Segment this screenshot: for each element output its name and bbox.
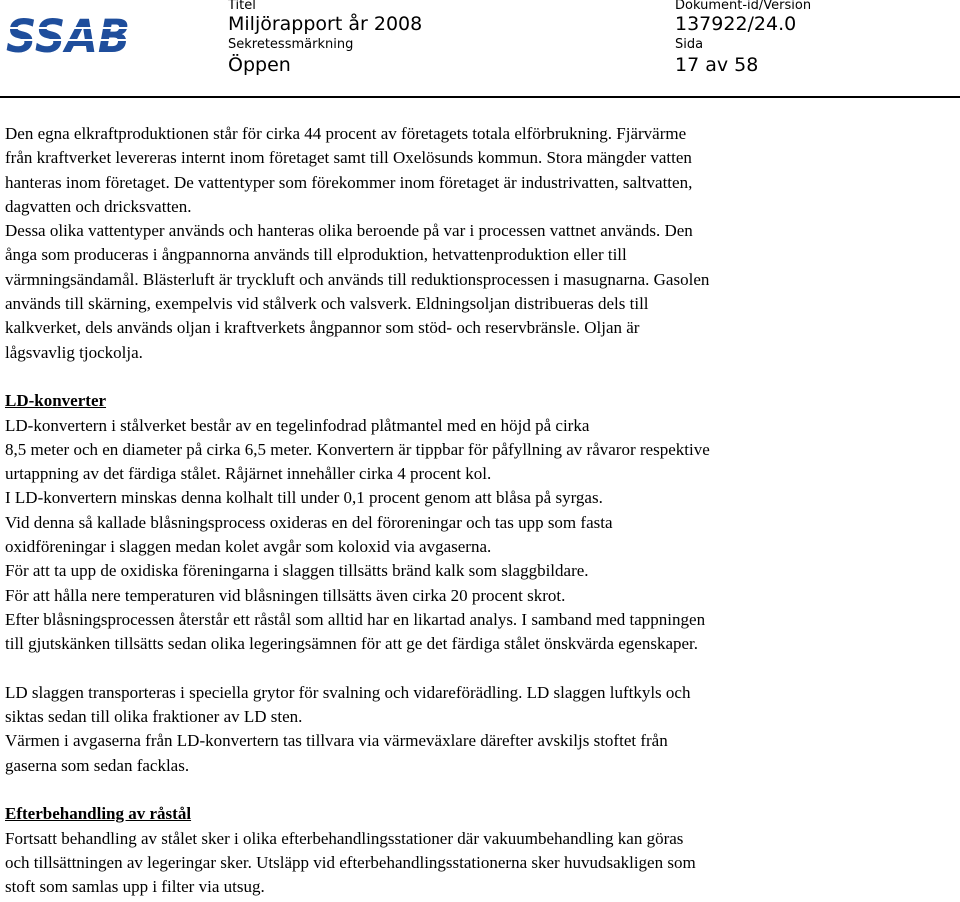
efterbehandling-paragraph [5,827,950,900]
text-line: från kraftverket levereras internt inom företaget samt till Oxelösunds kommun. Stora mängder vatten [5,148,692,168]
text-line: till gjutskänken tillsätts sedan olika legeringsämnen för att ge det färdiga stålet önskvärda egenskaper. [5,634,699,654]
text-line: Den egna elkraftproduktionen står för cirka 44 procent av företagets totala elförbrukning. Fjärvärme [5,124,687,143]
text-line: Dessa olika vattentyper används och hanteras olika beroende på var i processen vattnet används. Den [5,221,693,241]
spacer [5,365,950,389]
spacer [5,778,950,802]
text-line: För att ta upp de oxidiska föreningarna i slaggen tillsätts bränd kalk som slaggbildare. [5,561,589,581]
ld-slag-paragraph [5,681,950,778]
section-heading-ld-konverter: LD-konverter [5,391,107,411]
text-line: Fortsatt behandling av stålet sker i olika efterbehandlingsstationer där vakuumbehandling kan göras [5,828,684,848]
text-line: gaserna som sedan facklas. [5,755,190,775]
document-body [5,122,950,900]
docid-value: 137922/24.0 [675,13,797,35]
text-line: urtappning av det färdiga stålet. Råjärnet innehåller cirka 4 procent kol. [5,464,492,484]
text-line: oxidföreningar i slaggen medan kolet avgår som koloxid via avgaserna. [5,537,492,557]
text-line: kalkverket, dels används oljan i kraftverkets ångpannor som stöd- och reservbränsle. Oljan är [5,318,640,338]
svg-text:SSAB: SSAB [6,12,130,58]
classification-label: Sekretessmärkning [228,37,354,52]
text-line: hanteras inom företaget. De vattentyper som förekommer inom företaget är industrivatten, saltvatten, [5,172,693,192]
page-label: Sida [675,37,704,52]
intro-paragraph [5,122,950,365]
text-line: ånga som produceras i ångpannorna används till elproduktion, hetvattenproduktion eller till [5,245,627,265]
title-value: Miljörapport år 2008 [228,13,423,35]
text-line: I LD-konvertern minskas denna kolhalt till under 0,1 procent genom att blåsa på syrgas. [5,488,603,508]
page-number: 17 av 58 [675,54,759,76]
text-line: Efter blåsningsprocessen återstår ett råstål som alltid har en likartad analys. I samband med tappningen [5,609,706,629]
ssab-logo [6,12,132,58]
text-line: och tillsättningen av legeringar sker. Utsläpp vid efterbehandlingsstationerna sker huvudsakligen som [5,852,696,872]
spacer [5,657,950,681]
text-line: Vid denna så kallade blåsningsprocess oxideras en del föroreningar och tas upp som fasta [5,512,613,532]
classification-value: Öppen [228,54,291,76]
header-divider [0,96,960,98]
text-line: För att hålla nere temperaturen vid blåsningen tillsätts även cirka 20 procent skrot. [5,585,566,605]
docid-label: Dokument-id/Version [675,0,812,13]
text-line: värmningsändamål. Blästerluft är tryckluft och används till reduktionsprocessen i masugnarna. Gasolen [5,269,710,289]
text-line: lågsvavlig tjockolja. [5,342,143,362]
text-line: används till skärning, exempelvis vid stålverk och valsverk. Eldningsoljan distribueras dels till [5,294,649,314]
text-line: LD slaggen transporteras i speciella grytor för svalning och vidareförädling. LD slaggen luftkyls och [5,682,691,702]
text-line: 8,5 meter och en diameter på cirka 6,5 meter. Konvertern är tippbar för påfyllning av råvaror respektive [5,439,710,459]
text-line: dagvatten och dricksvatten. [5,196,192,216]
text-line: Värmen i avgaserna från LD-konvertern tas tillvara via värmeväxlare därefter avskiljs stoftet från [5,731,668,751]
ld-konverter-paragraph [5,414,950,657]
title-label: Titel [228,0,256,13]
section-heading-efterbehandling: Efterbehandling av råstål [5,804,192,824]
text-line: siktas sedan till olika fraktioner av LD sten. [5,707,303,727]
text-line: LD-konvertern i stålverket består av en tegelinfodrad plåtmantel med en höjd på cirka [5,415,590,435]
text-line: stoft som samlas upp i filter via utsug. [5,877,265,897]
